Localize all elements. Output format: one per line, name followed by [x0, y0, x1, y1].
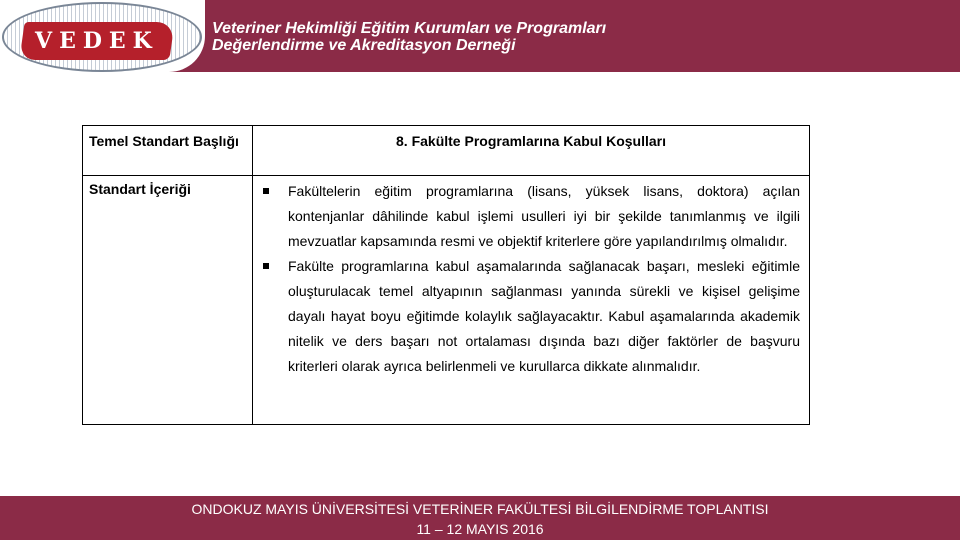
standard-table	[82, 125, 810, 425]
standard-title-label-cell	[83, 126, 253, 176]
footer-band	[0, 496, 960, 540]
square-bullet-icon	[263, 188, 269, 194]
table-row-title	[83, 126, 810, 176]
vedek-logo	[2, 2, 202, 72]
list-item	[253, 254, 800, 379]
header-band	[0, 0, 960, 72]
logo-area	[0, 0, 205, 72]
footer-event-title: ONDOKUZ MAYIS ÜNİVERSİTESİ VETERİNER FAKÜLTESİ BİLGİLENDİRME TOPLANTISI	[191, 501, 769, 517]
organization-title-line2: Değerlendirme ve Akreditasyon Derneği	[212, 37, 516, 54]
standard-content-label: Standart İçeriği	[83, 176, 253, 425]
logo-text: VEDEK	[35, 28, 159, 54]
standard-title-value: 8. Fakülte Programlarına Kabul Koşulları	[253, 126, 810, 176]
standard-title-label: Temel Standart Başlığı	[89, 133, 239, 149]
standard-content-list	[253, 179, 800, 379]
standard-content-cell	[253, 176, 810, 425]
organization-title	[212, 20, 952, 54]
list-item	[253, 179, 800, 254]
square-bullet-icon	[263, 263, 269, 269]
logo-ribbon	[19, 22, 174, 60]
table-row-content	[83, 176, 810, 425]
list-item-text: Fakülte programlarına kabul aşamalarında sağlanacak başarı, mesleki eğitimle oluşturulacak temel altyapının sağlanması yanında sürekli ve kişisel gelişime dayalı hayat boyu eğitimde kolaylık sağlayacaktır. Kabul aşamalarında akademik nitelik ve ders başarı not ortalaması dışında bazı diğer faktörler de başvuru kriterleri olarak ayrıca belirlenmeli ve kurullarca dikkate alınmalıdır.	[288, 258, 800, 374]
footer-event-date: 11 – 12 MAYIS 2016	[416, 521, 544, 537]
list-item-text: Fakültelerin eğitim programlarına (lisans, yüksek lisans, doktora) açılan kontenjanlar dâhilinde kabul işlemi usulleri iyi bir şekilde tanımlanmış ve ilgili mevzuatlar kapsamında resmi ve objektif kriterlere göre yapılandırılmış olmalıdır.	[288, 183, 800, 249]
organization-title-line1: Veteriner Hekimliği Eğitim Kurumları ve Programları	[212, 20, 607, 37]
